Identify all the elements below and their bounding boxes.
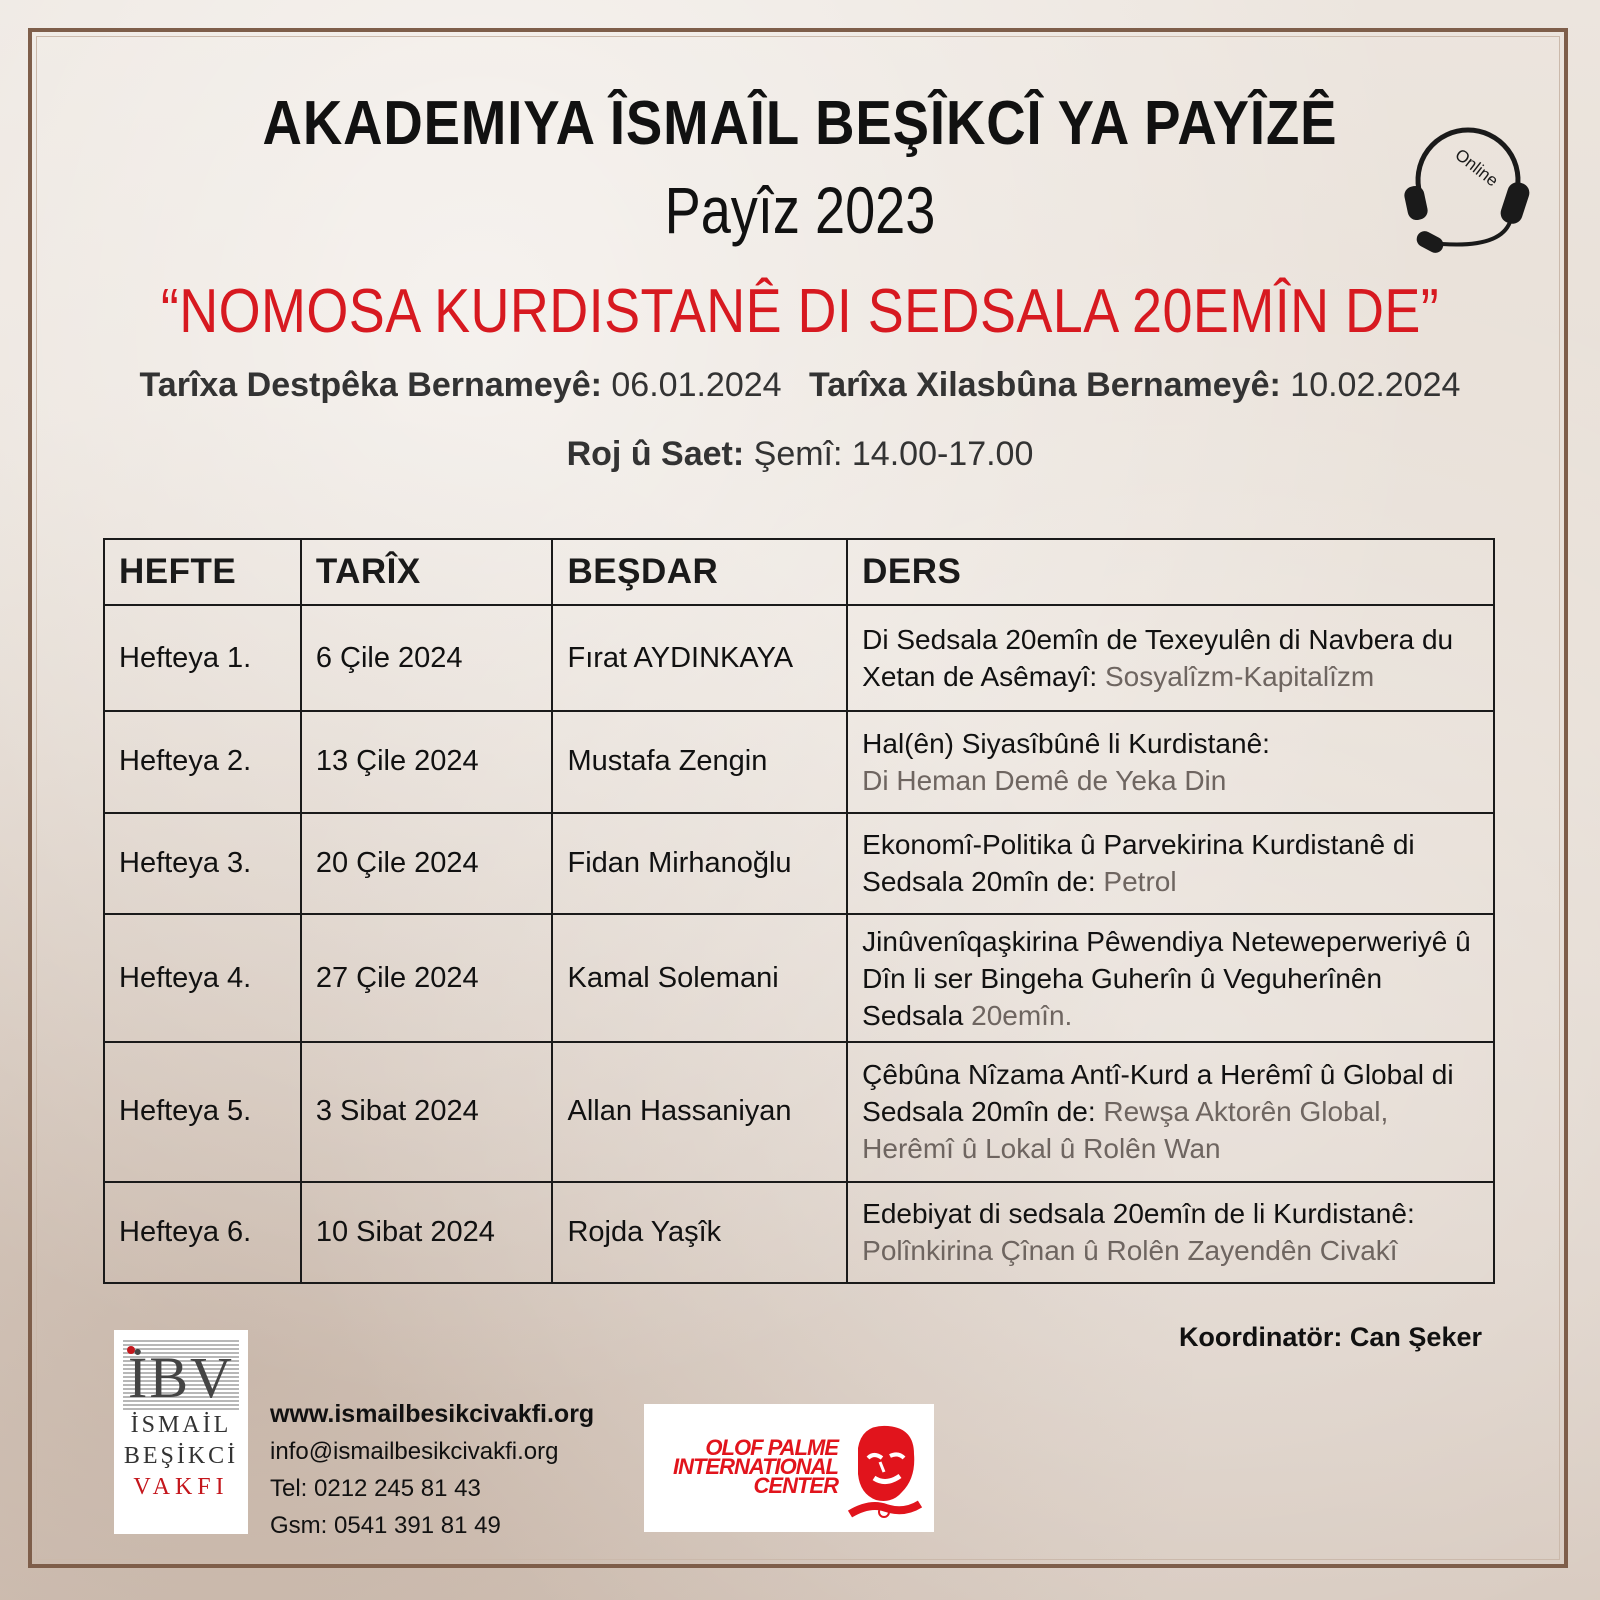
week-cell: Hefteya 2. xyxy=(104,711,301,812)
foundation-logo-initials: İBV xyxy=(128,1345,234,1410)
portrait-icon xyxy=(840,1418,926,1518)
speaker-cell: Kamal Solemani xyxy=(552,914,847,1042)
lesson-main-text: Çêbûna Nîzama Antî-Kurd a Herêmî û Global di Sedsala 20mîn de: xyxy=(862,1059,1454,1128)
season-subtitle: Payîz 2023 xyxy=(664,173,936,247)
coordinator: Koordinatör: Can Şeker xyxy=(1178,1322,1482,1352)
time-label: Roj û Saet: xyxy=(566,435,745,473)
speaker-cell: Fidan Mirhanoğlu xyxy=(552,813,847,914)
headset-icon xyxy=(1398,124,1538,264)
speaker-cell: Fırat AYDINKAYA xyxy=(552,605,847,711)
column-header-week: HEFTE xyxy=(104,539,301,605)
mobile-number: Gsm: 0541 391 81 49 xyxy=(270,1512,501,1539)
page-title: AKADEMIYA ÎSMAÎL BEŞÎKCÎ YA PAYÎZÊ xyxy=(262,89,1338,158)
start-date-label: Tarîxa Destpêka Bernameyê: xyxy=(139,366,602,404)
online-badge: Online xyxy=(1451,145,1502,191)
column-header-date: TARÎX xyxy=(301,539,553,605)
table-row xyxy=(104,1182,1494,1283)
end-date-value: 10.02.2024 xyxy=(1290,366,1461,404)
lesson-sub-text: Di Heman Demê de Yeka Din xyxy=(862,764,1227,796)
table-row xyxy=(104,914,1494,1042)
table-row xyxy=(104,1042,1494,1181)
lesson-cell xyxy=(847,1182,1494,1283)
lesson-sub-text: Sosyalîzm-Kapitalîzm xyxy=(1097,661,1375,693)
course-title: “NOMOSA KURDISTANÊ DI SEDSALA 20EMÎN DE” xyxy=(160,277,1440,346)
week-cell: Hefteya 3. xyxy=(104,813,301,914)
table-row xyxy=(104,813,1494,914)
lesson-cell xyxy=(847,813,1494,914)
lesson-main-text: Ekonomî-Politika û Parvekirina Kurdistanê di Sedsala 20mîn de: xyxy=(862,829,1415,898)
column-header-speaker: BEŞDAR xyxy=(552,539,847,605)
lesson-sub-text: Polînkirina Çînan û Rolên Zayendên Civakî xyxy=(862,1235,1398,1267)
date-cell: 3 Sibat 2024 xyxy=(301,1042,553,1181)
foundation-logo-mark xyxy=(123,1338,239,1410)
table-header-row xyxy=(104,539,1494,605)
lesson-cell xyxy=(847,605,1494,711)
speaker-cell: Rojda Yaşîk xyxy=(552,1182,847,1283)
lesson-main-text: Edebiyat di sedsala 20emîn de li Kurdistanê: xyxy=(862,1198,1415,1230)
start-date-value: 06.01.2024 xyxy=(611,366,782,404)
foundation-logo-line3: VAKFI xyxy=(133,1474,229,1500)
date-cell: 20 Çile 2024 xyxy=(301,813,553,914)
column-header-lesson: DERS xyxy=(847,539,1494,605)
foundation-logo-line1: İSMAİL xyxy=(130,1412,232,1438)
lesson-main-text: Jinûvenîqaşkirina Pêwendiya Neteweperweriyê û Dîn li ser Bingeha Guherîn û Veguherînên Sedsala xyxy=(862,925,1471,1031)
lesson-cell xyxy=(847,1042,1494,1181)
week-cell: Hefteya 6. xyxy=(104,1182,301,1283)
date-cell: 27 Çile 2024 xyxy=(301,914,553,1042)
date-cell: 13 Çile 2024 xyxy=(301,711,553,812)
program-time xyxy=(0,435,1600,474)
foundation-logo xyxy=(114,1330,248,1534)
contact-info xyxy=(270,1396,594,1544)
week-cell: Hefteya 4. xyxy=(104,914,301,1042)
partner-logo-line3: CENTER xyxy=(753,1473,838,1498)
lesson-cell xyxy=(847,914,1494,1042)
table-row xyxy=(104,711,1494,812)
website-link[interactable]: www.ismailbesikcivakfi.org xyxy=(270,1400,595,1428)
time-value: Şemî: 14.00-17.00 xyxy=(753,435,1034,473)
partner-logo-line1: OLOF PALME xyxy=(705,1435,838,1460)
date-cell: 10 Sibat 2024 xyxy=(301,1182,553,1283)
date-cell: 6 Çile 2024 xyxy=(301,605,553,711)
speaker-cell: Allan Hassaniyan xyxy=(552,1042,847,1181)
email-link[interactable]: info@ismailbesikcivakfi.org xyxy=(270,1438,559,1465)
foundation-logo-line2: BEŞİKCİ xyxy=(123,1443,239,1469)
end-date-label: Tarîxa Xilasbûna Bernameyê: xyxy=(809,366,1281,404)
week-cell: Hefteya 5. xyxy=(104,1042,301,1181)
partner-logo-line2: INTERNATIONAL xyxy=(672,1454,838,1479)
partner-logo-text xyxy=(658,1435,838,1498)
program-dates xyxy=(0,366,1600,405)
table-row xyxy=(104,605,1494,711)
lesson-main-text: Hal(ên) Siyasîbûnê li Kurdistanê: xyxy=(862,727,1270,759)
speaker-cell: Mustafa Zengin xyxy=(552,711,847,812)
lesson-sub-text: Petrol xyxy=(1095,866,1177,898)
lesson-sub-text: 20emîn. xyxy=(963,999,1073,1031)
schedule-table xyxy=(103,538,1495,1284)
week-cell: Hefteya 1. xyxy=(104,605,301,711)
lesson-sub-text: Rewşa Aktorên Global, Herêmî û Lokal û Rolên Wan xyxy=(862,1096,1389,1165)
partner-logo xyxy=(644,1404,934,1532)
lesson-main-text: Di Sedsala 20emîn de Texeyulên di Navbera du Xetan de Asêmayî: xyxy=(862,624,1454,693)
lesson-cell xyxy=(847,711,1494,812)
phone-number: Tel: 0212 245 81 43 xyxy=(270,1475,481,1502)
